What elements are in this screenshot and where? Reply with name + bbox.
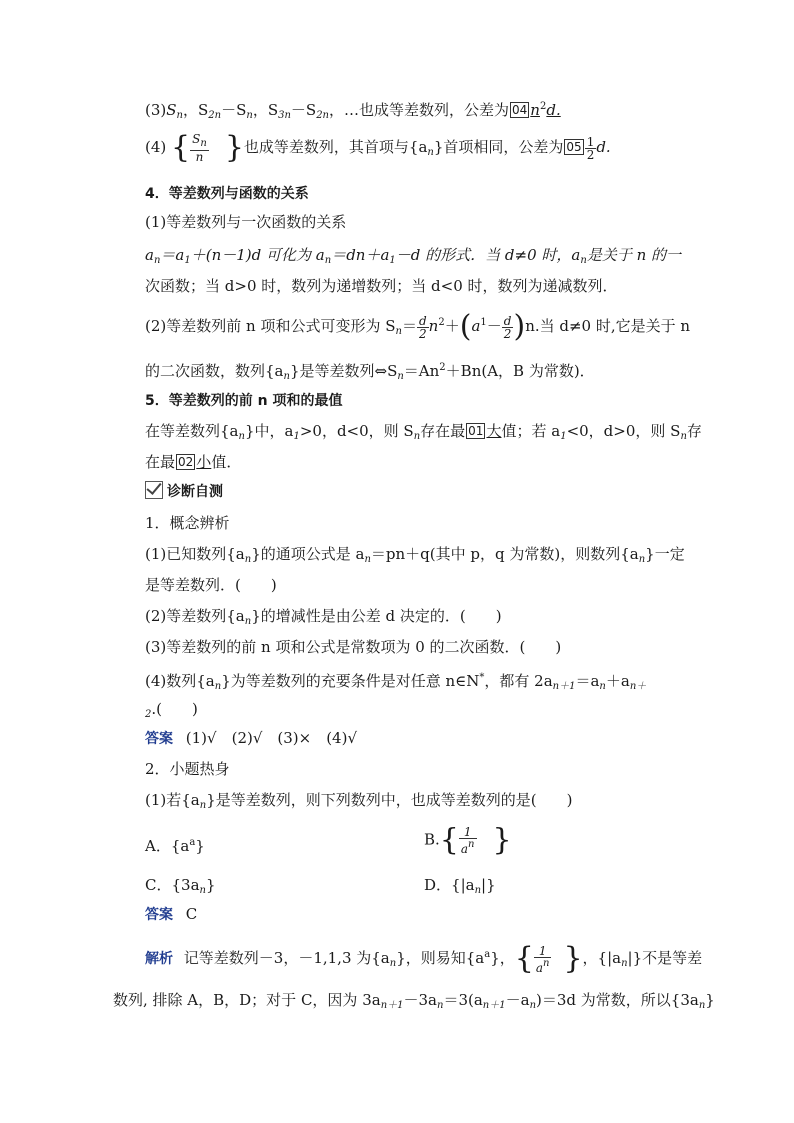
text: D．{|a <box>424 876 475 894</box>
den: 2 <box>418 326 427 341</box>
num: d <box>418 313 427 328</box>
text: 在等差数列{a <box>145 422 239 440</box>
sub: n <box>698 1000 706 1011</box>
fraction <box>459 826 477 855</box>
sup: n <box>543 957 550 969</box>
s4-item3 <box>145 96 561 127</box>
sub: 3n <box>278 110 291 121</box>
sub: n <box>199 885 206 896</box>
sub: n <box>427 147 434 158</box>
text: .( ) <box>151 700 198 718</box>
subheading: (1)等差数列与一次函数的关系 <box>145 213 347 231</box>
text: n <box>428 317 439 335</box>
sub: n <box>214 681 222 692</box>
text: －a <box>505 991 530 1009</box>
option-d <box>424 874 496 902</box>
text: B. <box>424 830 440 849</box>
text: 值． <box>211 453 242 471</box>
sup: a <box>484 949 491 960</box>
item-label: (4) <box>145 138 167 156</box>
sub: 1 <box>560 431 567 442</box>
text: |}不是等差 <box>627 949 703 967</box>
text: ＋Bn(A，B 为常数)． <box>445 362 595 380</box>
text: } <box>205 876 216 894</box>
text: }中，a <box>244 422 294 440</box>
text: 记等差数列－3，－1,1,3 为{a <box>183 949 390 967</box>
blank-box: 05 <box>566 140 582 154</box>
sup: 1 <box>480 317 487 328</box>
paragraph <box>145 309 691 344</box>
text: } <box>195 837 205 855</box>
num: d <box>503 313 512 328</box>
text: (2)等差数列前 n 项和公式可变形为 S <box>145 317 396 335</box>
text: a <box>471 317 481 335</box>
text: (1)已知数列{a <box>145 545 245 563</box>
subheading: 1．概念辨析 <box>145 514 230 532</box>
answer-end: d. <box>546 101 561 119</box>
heading-text: 诊断自测 <box>167 484 223 500</box>
text: ＝3(a <box>443 991 483 1009</box>
text: S <box>166 101 177 119</box>
num: 1 <box>586 134 595 149</box>
text: －S <box>290 101 317 119</box>
answer-label: 答案 <box>145 731 173 747</box>
sub: n <box>437 1000 444 1011</box>
sup: n <box>468 839 475 850</box>
sub: n <box>474 885 482 896</box>
paragraph <box>145 357 595 388</box>
text: 的二次函数，数列{a <box>145 362 284 380</box>
sub: 1 <box>184 255 191 266</box>
answer: 大 <box>486 422 502 440</box>
sub: n <box>246 110 253 121</box>
text: －d 的形式．当 d≠0 时，a <box>395 246 581 264</box>
text: C．{3a <box>145 876 200 894</box>
paragraph: 次函数；当 d>0 时，数列为递增数列；当 d<0 时，数列为递减数列． <box>145 277 618 295</box>
text: ＝a <box>160 246 185 264</box>
sub: 2n <box>316 110 329 121</box>
check-icon <box>145 481 163 499</box>
option-a <box>145 832 205 857</box>
text: A．{a <box>145 837 190 855</box>
den: 2 <box>586 147 595 162</box>
s4-item4 <box>145 130 611 165</box>
question-cont: 是等差数列．( ) <box>145 576 277 594</box>
text: }，则易知{a <box>396 949 485 967</box>
text: ＋ <box>444 317 460 335</box>
sub: n＋1 <box>552 681 576 692</box>
text: } <box>705 991 715 1009</box>
sub: n <box>364 554 371 565</box>
sub: n <box>324 255 332 266</box>
left-brace: { <box>514 941 534 976</box>
paragraph <box>145 420 702 448</box>
text: (1)若{a <box>145 791 200 809</box>
sub: n <box>580 255 587 266</box>
sub: n <box>200 138 207 149</box>
fraction <box>585 136 597 161</box>
num: S <box>192 132 201 146</box>
text: ＝An <box>403 362 440 380</box>
text: 也成等差数列，其首项与{a <box>243 138 428 156</box>
sup: 2 <box>439 362 446 373</box>
text: }是等差数列⇔S <box>289 362 398 380</box>
text: ，S <box>182 101 209 119</box>
text: ＝a <box>575 672 600 690</box>
explanation-cont <box>113 989 715 1017</box>
text: 是关于 n 的一 <box>586 246 682 264</box>
text: 在最 <box>145 453 176 471</box>
text: －S <box>221 101 247 119</box>
text: }， <box>490 949 515 967</box>
text: 存在最 <box>420 422 466 440</box>
den: 2 <box>503 326 512 341</box>
question <box>145 605 502 633</box>
paragraph <box>145 244 681 272</box>
sub: n <box>176 110 183 121</box>
sub: n <box>599 681 606 692</box>
text: ，…也成等差数列，公差为 <box>329 101 510 119</box>
sub: n＋1 <box>482 1000 506 1011</box>
text: }的通项公式是 a <box>251 545 365 563</box>
text: ＋a <box>605 672 630 690</box>
sup: 2 <box>438 317 445 328</box>
text: ，都有 2a <box>484 672 553 690</box>
text: <0，d>0，则 S <box>566 422 681 440</box>
fraction <box>502 315 514 340</box>
sup: * <box>479 672 485 683</box>
text: 存 <box>686 422 702 440</box>
text: 值；若 a <box>501 422 561 440</box>
fraction <box>417 315 429 340</box>
text: ＝pn＋q(其中 p，q 为常数)，则数列{a <box>370 545 639 563</box>
question <box>145 789 572 817</box>
answer-line <box>145 903 197 926</box>
sub: n＋1 <box>380 1000 404 1011</box>
sub: n <box>680 431 687 442</box>
blank-box: 04 <box>512 103 528 117</box>
paragraph <box>145 451 241 473</box>
text: |} <box>481 876 496 894</box>
subheading: 2．小题热身 <box>145 760 230 778</box>
text: n.当 d≠0 时,它是关于 n <box>525 317 691 335</box>
left-brace: { <box>439 822 459 858</box>
num: 1 <box>534 945 552 958</box>
question <box>145 667 646 698</box>
answer: 小 <box>196 453 212 471</box>
blank-box: 01 <box>468 424 484 438</box>
text: }为等差数列的充要条件是对任意 n∈N <box>221 672 480 690</box>
sub: 2 <box>145 709 152 720</box>
text: ＝ <box>401 317 417 335</box>
right-paren: ) <box>513 309 526 344</box>
sub: n＋ <box>629 681 647 692</box>
num: 1 <box>459 826 477 839</box>
right-brace: } <box>492 822 512 858</box>
text: )＝3d 为常数，所以{3a <box>536 991 699 1009</box>
answer-text: (1)√ (2)√ (3)× (4)√ <box>185 729 358 747</box>
text: >0，d<0，则 S <box>299 422 414 440</box>
fraction <box>534 945 552 974</box>
answer-text: C <box>185 905 198 923</box>
section-heading: 4．等差数列与函数的关系 <box>145 186 309 202</box>
text: ＝dn＋a <box>331 246 390 264</box>
explanation <box>145 941 703 976</box>
text: }的增减性是由公差 d 决定的．( ) <box>251 607 502 625</box>
sub: n <box>244 554 252 565</box>
sub: n <box>413 431 421 442</box>
sub: n <box>638 554 646 565</box>
right-brace: } <box>563 941 583 976</box>
den: a <box>460 842 469 856</box>
answer-label: 答案 <box>145 907 173 923</box>
question <box>145 543 685 571</box>
answer-line <box>145 727 357 750</box>
sup: 2 <box>539 101 547 112</box>
sub: n <box>199 800 207 811</box>
text: ＋(n－1)d 可化为 a <box>190 246 325 264</box>
text: － <box>486 317 502 335</box>
question-cont <box>145 698 198 726</box>
answer: n <box>530 101 540 119</box>
text: }首项相同，公差为 <box>433 138 564 156</box>
den: n <box>195 150 204 164</box>
text: ，S <box>252 101 279 119</box>
blank-box: 02 <box>178 455 194 469</box>
sub: 2n <box>208 110 222 121</box>
sub: n <box>529 1000 537 1011</box>
option-b <box>424 822 512 858</box>
text: 数列, 排除 A，B，D；对于 C，因为 3a <box>113 991 381 1009</box>
text: }是等差数列，则下列数列中，也成等差数列的是( ) <box>206 791 573 809</box>
left-paren: ( <box>459 309 472 344</box>
sub: n <box>621 958 628 969</box>
sub: n <box>397 371 404 382</box>
section-heading: 5．等差数列的前 n 项和的最值 <box>145 393 343 409</box>
question: (3)等差数列的前 n 项和公式是常数项为 0 的二次函数．( ) <box>145 638 562 656</box>
text: (4)数列{a <box>145 672 215 690</box>
sub: n <box>283 371 290 382</box>
explanation-label: 解析 <box>145 951 173 967</box>
sub: n <box>244 616 252 627</box>
sub: n <box>153 255 161 266</box>
sub: n <box>238 431 245 442</box>
right-brace: } <box>224 130 244 165</box>
den: a <box>535 960 543 975</box>
text: a <box>145 246 154 264</box>
text: }一定 <box>645 545 685 563</box>
text: －3a <box>403 991 437 1009</box>
sub: 1 <box>389 255 396 266</box>
sub: n <box>395 326 402 337</box>
text: (2)等差数列{a <box>145 607 245 625</box>
text: ，{|a <box>582 949 622 967</box>
left-brace: { <box>171 130 191 165</box>
item-label: (3) <box>145 101 167 119</box>
sup: a <box>189 837 196 848</box>
fraction <box>190 133 209 163</box>
sub: n <box>389 958 397 969</box>
option-c <box>145 874 216 902</box>
sub: 1 <box>293 431 300 442</box>
diagnosis-heading <box>145 481 223 503</box>
answer-end: d. <box>596 138 611 156</box>
